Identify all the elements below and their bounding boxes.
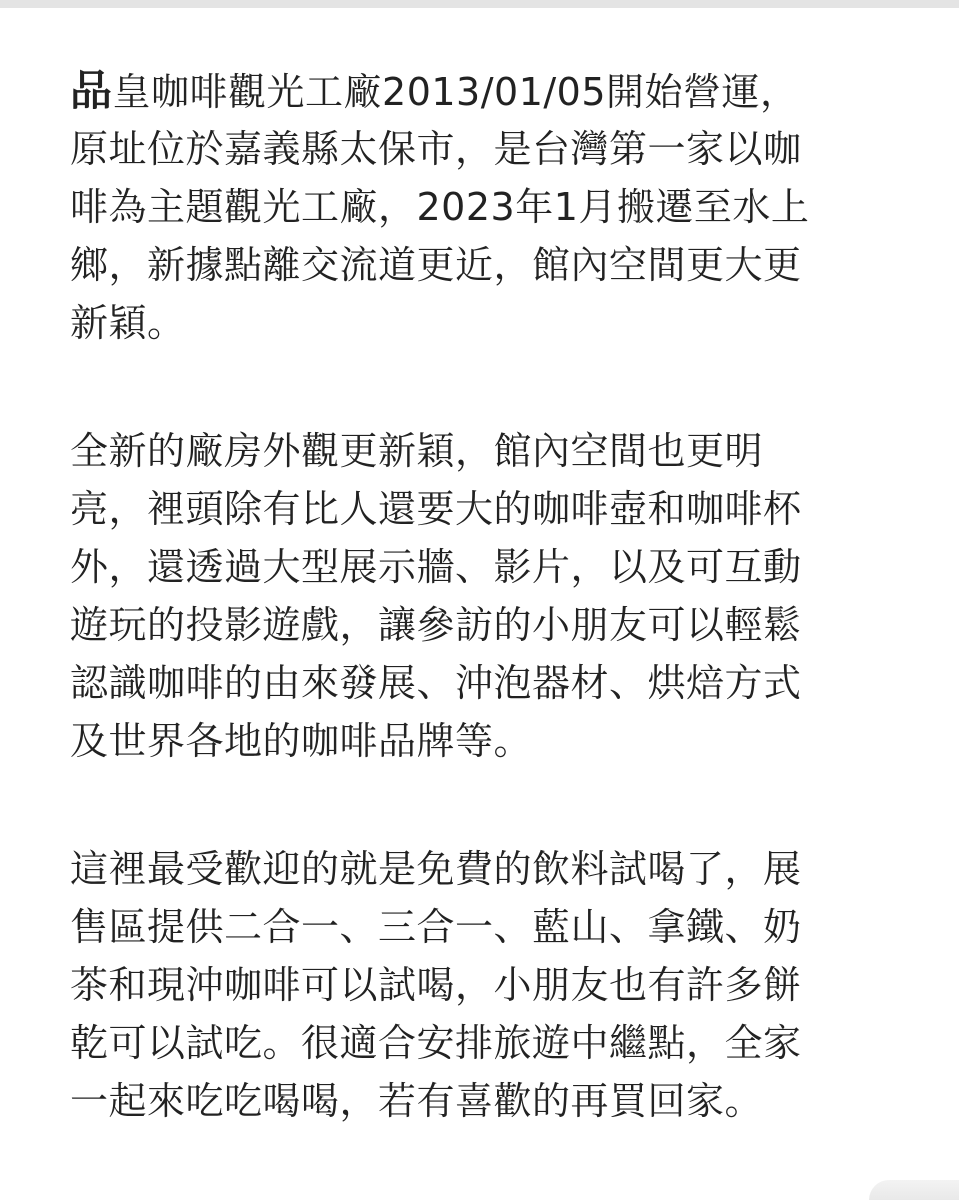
paragraph-3 <box>70 840 920 1130</box>
text-line: 乾可以試吃。很適合安排旅遊中繼點，全家 <box>70 1021 802 1065</box>
text-line: 外，還透過大型展示牆、影片，以及可互動 <box>70 545 802 589</box>
top-status-bar <box>0 0 959 8</box>
lead-character: 品 <box>70 66 113 115</box>
text-line: 茶和現沖咖啡可以試喝，小朋友也有許多餅 <box>70 963 802 1007</box>
text-line: 亮，裡頭除有比人還要大的咖啡壺和咖啡杯 <box>70 487 802 531</box>
text-line: 啡為主題觀光工廠，2023年1月搬遷至水上 <box>70 185 810 229</box>
text-line: 一起來吃吃喝喝，若有喜歡的再買回家。 <box>70 1079 764 1123</box>
text-line: 及世界各地的咖啡品牌等。 <box>70 719 533 763</box>
text-line: 全新的廠房外觀更新穎，館內空間也更明 <box>70 429 764 473</box>
text-line: 新穎。 <box>70 301 186 345</box>
paragraph-2 <box>70 422 920 770</box>
text-line: 鄉，新據點離交流道更近，館內空間更大更 <box>70 243 802 287</box>
bottom-corner-overlay <box>869 1180 959 1200</box>
text-line: 這裡最受歡迎的就是免費的飲料試喝了，展 <box>70 847 802 891</box>
text-line: 原址位於嘉義縣太保市，是台灣第一家以咖 <box>70 127 802 171</box>
text-line <box>70 62 920 120</box>
text-line: 售區提供二合一、三合一、藍山、拿鐵、奶 <box>70 905 802 949</box>
text-line: 遊玩的投影遊戲，讓參訪的小朋友可以輕鬆 <box>70 603 802 647</box>
paragraph-1 <box>70 62 920 352</box>
article-body <box>70 62 920 1200</box>
line-text: 皇咖啡觀光工廠2013/01/05開始營運， <box>112 70 799 114</box>
text-line: 認識咖啡的由來發展、沖泡器材、烘焙方式 <box>70 661 802 705</box>
